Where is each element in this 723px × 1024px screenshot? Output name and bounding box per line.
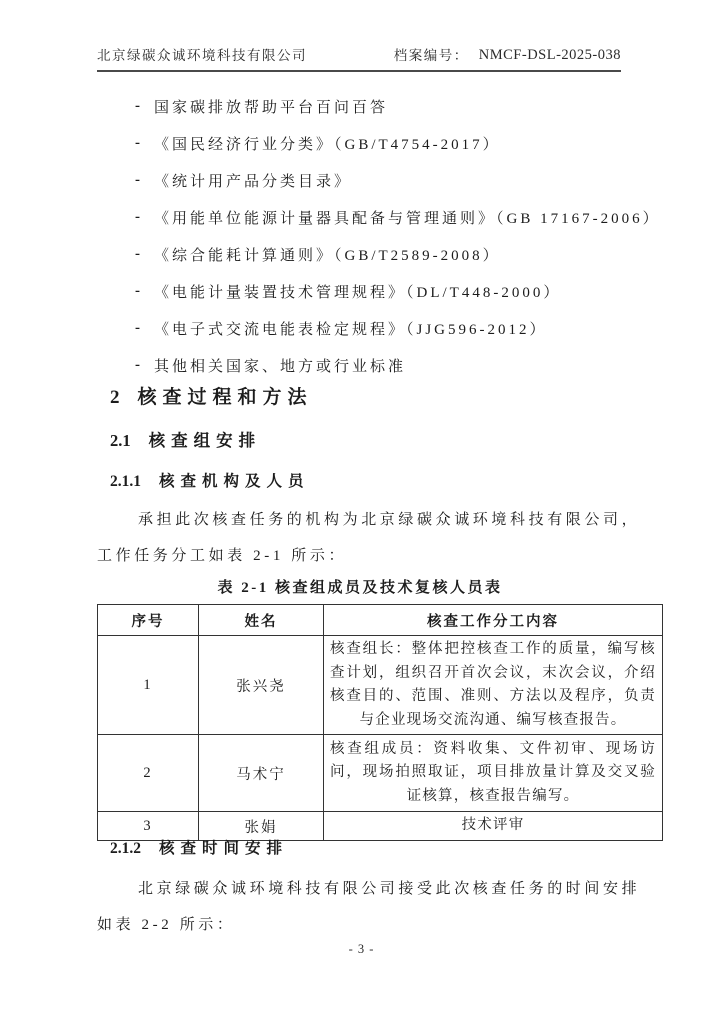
section-number: 2.1.2: [110, 840, 141, 857]
reference-item: [135, 273, 655, 310]
column-header-no: 序号: [98, 605, 199, 636]
reference-item-text: 国家碳排放帮助平台百问百答: [154, 100, 389, 116]
reference-item-text: 《国民经济行业分类》（GB/T4754-2017）: [154, 137, 501, 153]
dash-bullet: -: [135, 172, 140, 188]
reference-list: [135, 88, 661, 384]
column-header-name: 姓名: [199, 605, 324, 636]
section-heading-2: [110, 382, 313, 409]
doc-number-value: NMCF-DSL-2025-038: [478, 47, 621, 63]
paragraph-team-intro: [97, 500, 641, 572]
section-title: 核查时间安排: [159, 840, 289, 857]
cell-name: 马术宁: [199, 735, 324, 812]
section-heading-2-1: [110, 427, 261, 451]
column-header-duty: 核查工作分工内容: [324, 605, 663, 636]
table-caption: 表 2-1 核查组成员及技术复核人员表: [217, 580, 503, 596]
dash-bullet: -: [135, 135, 140, 151]
header-doc-number: [394, 44, 621, 64]
dash-bullet: -: [135, 98, 140, 114]
table-header-row: [98, 605, 663, 636]
section-number: 2.1: [110, 431, 131, 450]
page-header: [97, 44, 621, 72]
cell-no: 2: [98, 735, 199, 812]
reference-item-text: 其他相关国家、地方或行业标准: [154, 359, 407, 375]
section-heading-2-1-2: [110, 836, 288, 858]
dash-bullet: -: [135, 320, 140, 336]
reference-item: [135, 310, 655, 347]
reference-item-text: 《用能单位能源计量器具配备与管理通则》（GB 17167-2006）: [154, 211, 661, 227]
section-title: 核查组安排: [148, 431, 262, 450]
section-heading-2-1-1: [110, 469, 310, 491]
cell-no: 3: [98, 812, 199, 841]
reference-item-text: 《电能计量装置技术管理规程》（DL/T448-2000）: [154, 285, 562, 301]
paragraph-line: 承担此次核查任务的机构为北京绿碳众诚环境科技有限公司，: [138, 511, 641, 528]
cell-no: 1: [98, 636, 199, 735]
reference-item-text: 《综合能耗计算通则》（GB/T2589-2008）: [154, 248, 501, 264]
reference-item: [135, 125, 655, 162]
section-title: 核查机构及人员: [159, 473, 310, 490]
paragraph-line: 工作任务分工如表 2-1 所示：: [97, 547, 348, 564]
section-number: 2: [110, 387, 120, 408]
table-row: [98, 636, 663, 735]
verification-team-table: [97, 604, 663, 841]
page-number: - 3 -: [348, 942, 375, 956]
cell-name: 张娟: [199, 812, 324, 841]
cell-duty: 核查组长：整体把控核查工作的质量，编写核查计划，组织召开首次会议，末次会议，介绍核查目的、范围、准则、方法以及程序，负责与企业现场交流沟通、编写核查报告。: [324, 636, 663, 735]
dash-bullet: -: [135, 283, 140, 299]
dash-bullet: -: [135, 357, 140, 373]
header-company-name: 北京绿碳众诚环境科技有限公司: [97, 48, 307, 63]
section-title: 核查过程和方法: [137, 387, 313, 408]
reference-item: [135, 347, 655, 384]
paragraph-line: 如表 2-2 所示：: [97, 916, 236, 933]
section-number: 2.1.1: [110, 473, 141, 490]
reference-item-text: 《统计用产品分类目录》: [154, 174, 353, 190]
reference-item: [135, 88, 655, 125]
cell-duty: 核查组成员：资料收集、文件初审、现场访问，现场拍照取证，项目排放量计算及交叉验证核算，核查报告编写。: [324, 735, 663, 812]
dash-bullet: -: [135, 246, 140, 262]
table-row: [98, 735, 663, 812]
reference-item: [135, 236, 655, 273]
paragraph-schedule-intro: [97, 869, 641, 941]
reference-item: [135, 199, 661, 236]
cell-name: 张兴尧: [199, 636, 324, 735]
doc-number-label: 档案编号：: [393, 48, 469, 63]
reference-item-text: 《电子式交流电能表检定规程》（JJG596-2012）: [154, 322, 548, 338]
dash-bullet: -: [135, 209, 140, 225]
cell-duty: 技术评审: [324, 812, 663, 841]
reference-item: [135, 162, 655, 199]
paragraph-line: 北京绿碳众诚环境科技有限公司接受此次核查任务的时间安排: [138, 880, 641, 897]
